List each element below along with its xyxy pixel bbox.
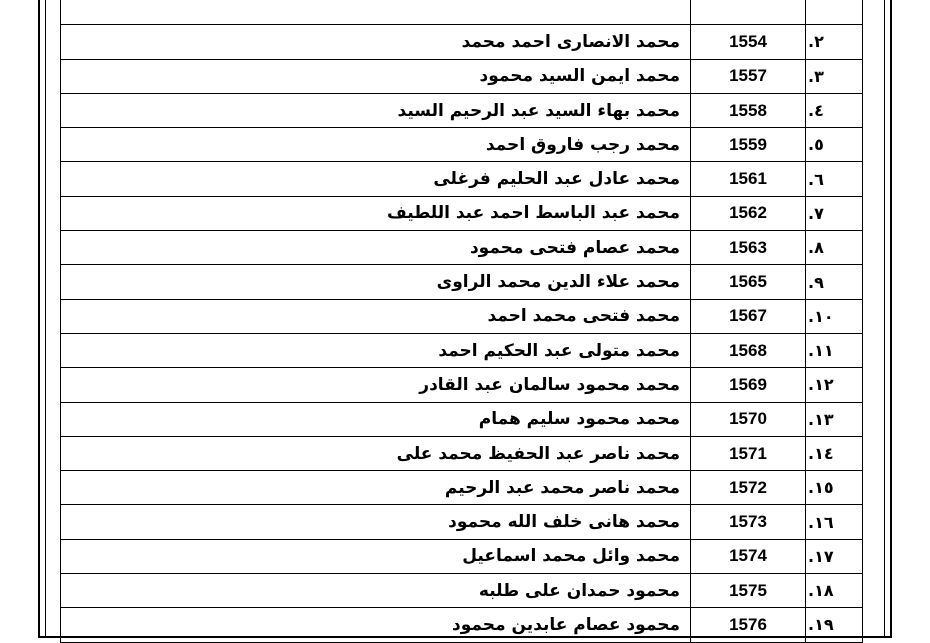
student-name-cell: محمد فتحى محمد احمد [61, 299, 691, 333]
row-number-cell: .٦ [806, 162, 863, 196]
student-code-cell: 1574 [691, 539, 806, 573]
student-code-cell: 1570 [691, 402, 806, 436]
student-code-cell: 1571 [691, 436, 806, 470]
row-number-cell: .٩ [806, 265, 863, 299]
student-name-cell: محمود عصام عابدين محمود [61, 608, 691, 642]
student-name-cell: محمد رجب فاروق احمد [61, 128, 691, 162]
student-name-cell: محمد عبد الباسط احمد عبد اللطيف [61, 196, 691, 230]
student-code-cell: 1559 [691, 128, 806, 162]
table-row [61, 333, 863, 367]
student-code-cell: 1576 [691, 608, 806, 642]
student-code-cell: 1561 [691, 162, 806, 196]
roster-body [61, 0, 863, 642]
student-name-cell: محمد عادل عبد الحليم فرغلى [61, 162, 691, 196]
student-name-cell: محمد ايمن السيد محمود [61, 59, 691, 93]
table-row [61, 471, 863, 505]
row-number-cell [806, 0, 863, 25]
student-code-cell: 1565 [691, 265, 806, 299]
student-code-cell: 1572 [691, 471, 806, 505]
row-number-cell: .٨ [806, 231, 863, 265]
student-code-cell: 1569 [691, 368, 806, 402]
student-name-cell: محمد الانصارى احمد محمد [61, 25, 691, 59]
student-code-cell: 1567 [691, 299, 806, 333]
student-code-cell: 1554 [691, 25, 806, 59]
table-row [61, 196, 863, 230]
student-name-cell: محمد بهاء السيد عبد الرحيم السيد [61, 93, 691, 127]
row-number-cell: .١٢ [806, 368, 863, 402]
table-row [61, 368, 863, 402]
row-number-cell: .١٤ [806, 436, 863, 470]
student-code-cell: 1562 [691, 196, 806, 230]
row-number-cell: .١١ [806, 333, 863, 367]
table-row [61, 25, 863, 59]
table-row [61, 299, 863, 333]
student-name-cell: محمد ناصر عبد الحفيظ محمد على [61, 436, 691, 470]
table-row [61, 265, 863, 299]
student-name-cell [61, 0, 691, 25]
student-roster-table [60, 0, 863, 643]
row-number-cell: .٤ [806, 93, 863, 127]
row-number-cell: .١٧ [806, 539, 863, 573]
student-name-cell: محمد محمود سالمان عبد القادر [61, 368, 691, 402]
row-number-cell: .١٠ [806, 299, 863, 333]
student-name-cell: محمد عصام فتحى محمود [61, 231, 691, 265]
student-code-cell: 1568 [691, 333, 806, 367]
table-row [61, 402, 863, 436]
table-row [61, 505, 863, 539]
row-number-cell: .٢ [806, 25, 863, 59]
table-row [61, 231, 863, 265]
student-code-cell: 1575 [691, 574, 806, 608]
student-name-cell: محمود حمدان على طلبه [61, 574, 691, 608]
row-number-cell: .١٣ [806, 402, 863, 436]
table-row [61, 59, 863, 93]
student-name-cell: محمد ناصر محمد عبد الرحيم [61, 471, 691, 505]
table-row [61, 162, 863, 196]
student-name-cell: محمد محمود سليم همام [61, 402, 691, 436]
table-row [61, 436, 863, 470]
student-code-cell: 1557 [691, 59, 806, 93]
row-number-cell: .٥ [806, 128, 863, 162]
student-name-cell: محمد متولى عبد الحكيم احمد [61, 333, 691, 367]
row-number-cell: .١٥ [806, 471, 863, 505]
row-number-cell: .١٩ [806, 608, 863, 642]
row-number-cell: .٧ [806, 196, 863, 230]
table-row [61, 93, 863, 127]
table-row [61, 0, 863, 25]
table-row [61, 574, 863, 608]
student-code-cell [691, 0, 806, 25]
student-code-cell: 1558 [691, 93, 806, 127]
student-code-cell: 1563 [691, 231, 806, 265]
student-code-cell: 1573 [691, 505, 806, 539]
table-row [61, 128, 863, 162]
row-number-cell: .١٨ [806, 574, 863, 608]
row-number-cell: .١٦ [806, 505, 863, 539]
student-name-cell: محمد وائل محمد اسماعيل [61, 539, 691, 573]
student-name-cell: محمد هانى خلف الله محمود [61, 505, 691, 539]
table-row [61, 608, 863, 642]
student-name-cell: محمد علاء الدين محمد الراوى [61, 265, 691, 299]
table-row [61, 539, 863, 573]
row-number-cell: .٣ [806, 59, 863, 93]
